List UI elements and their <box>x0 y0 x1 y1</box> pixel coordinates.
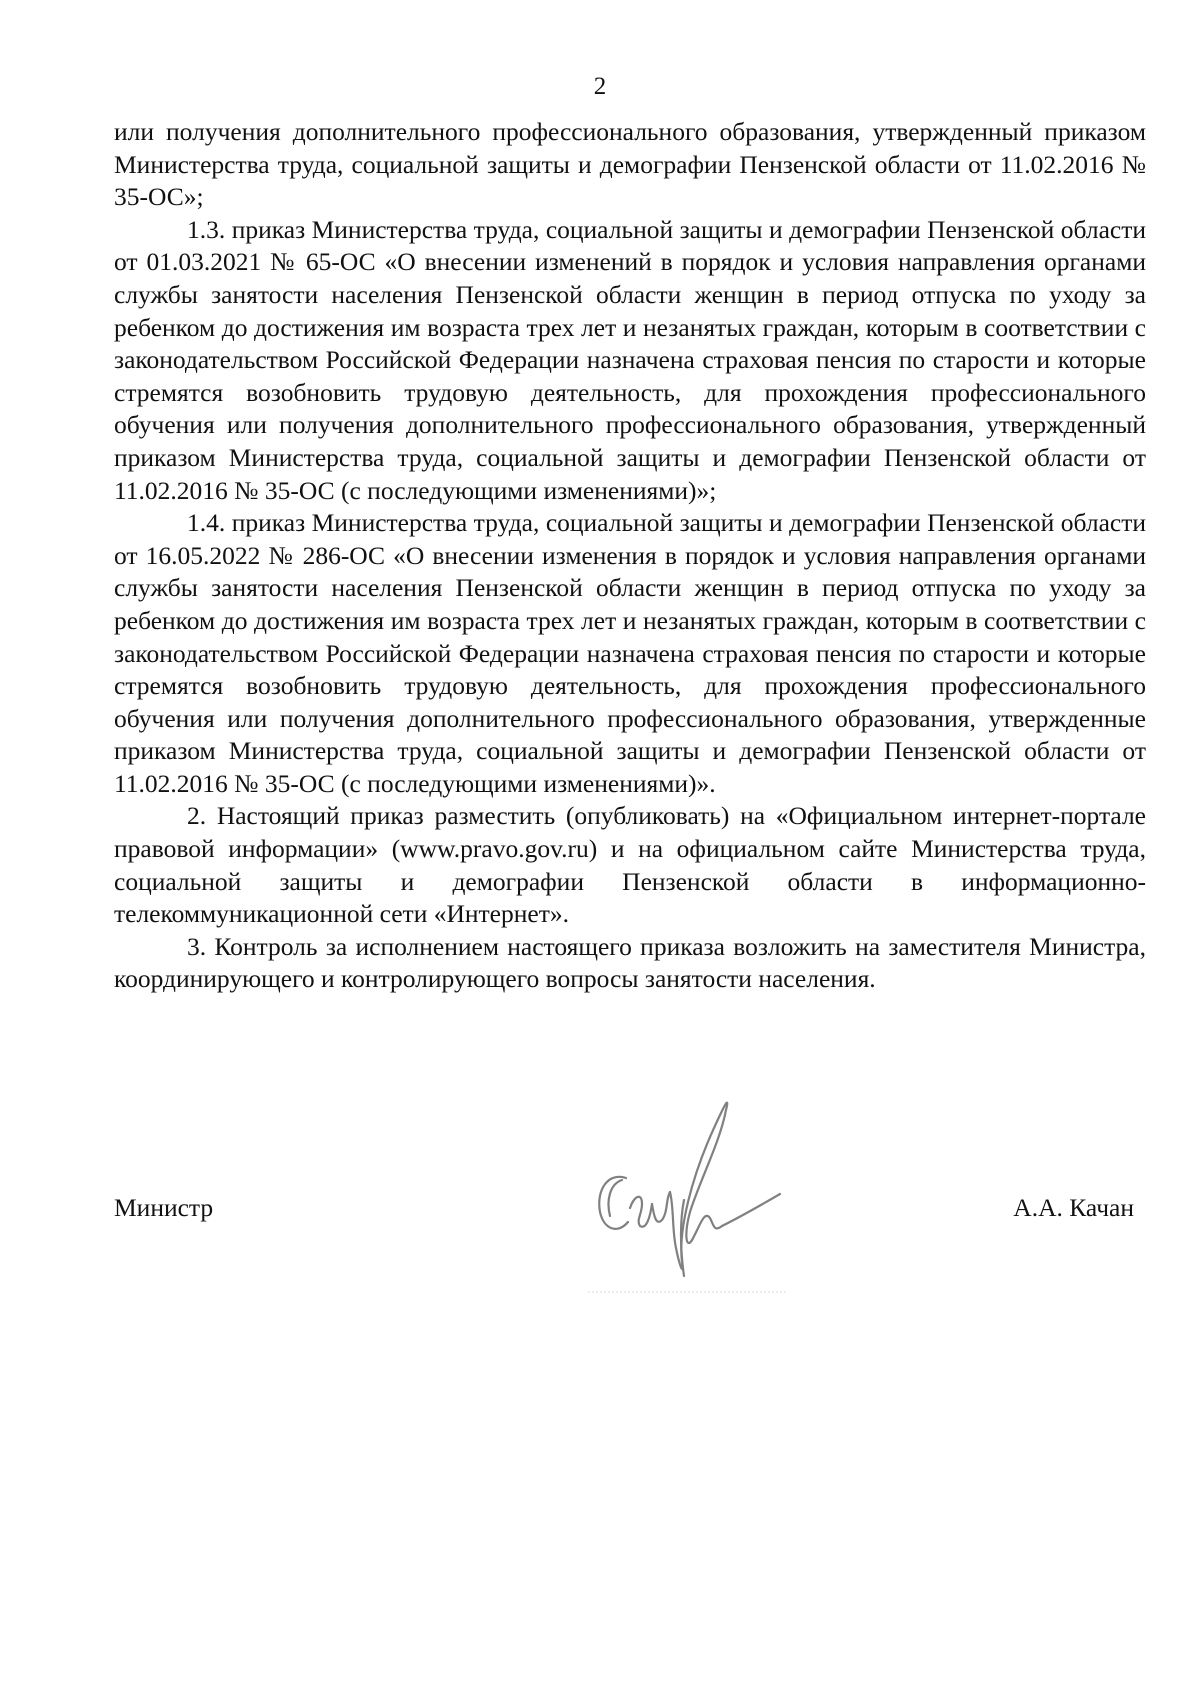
paragraph-continuation: или получения дополнительного профессионального образования, утвержденный приказом Министерства труда, социальной защиты и демографии Пензенской области от 11.02.2016 № 35-ОС»; <box>114 117 1146 212</box>
paragraph-item-2: 2. Настоящий приказ разместить (опубликовать) на «Официальном интернет-портале правовой информации» (www.pravo.gov.ru) и на официальном сайте Министерства труда, социальной защиты и демографии Пензенской области в информационно-телекоммуникационной сети «Интернет». <box>114 801 1146 929</box>
paragraph-item-1-4: 1.4. приказ Министерства труда, социальной защиты и демографии Пензенской области от 16.05.2022 № 286-ОС «О внесении изменения в порядок и условия направления органами службы занятости населения Пензенской области женщин в период отпуска по уходу за ребенком до достижения им возраста трех лет и незанятых граждан, которым в соответствии с законодательством Российской Федерации назначена страховая пенсия по старости и которые стремятся возобновить трудовую деятельность, для прохождения профессионального обучения или получения дополнительного профессионального образования, утвержденные приказом Министерства труда, социальной защиты и демографии Пензенской области от 11.02.2016 № 35-ОС (с последующими изменениями)». <box>114 508 1146 798</box>
handwritten-signature <box>588 1080 808 1300</box>
document-body <box>114 116 1146 996</box>
signatory-name: А.А. Качан <box>1013 1193 1134 1222</box>
paragraph-item-1-3: 1.3. приказ Министерства труда, социальной защиты и демографии Пензенской области от 01.03.2021 № 65-ОС «О внесении изменений в порядок и условия направления органами службы занятости населения Пензенской области женщин в период отпуска по уходу за ребенком до достижения им возраста трех лет и незанятых граждан, которым в соответствии с законодательством Российской Федерации назначена страховая пенсия по старости и которые стремятся возобновить трудовую деятельность, для прохождения профессионального обучения или получения дополнительного профессионального образования, утвержденный приказом Министерства труда, социальной защиты и демографии Пензенской области от 11.02.2016 № 35-ОС (с последующими изменениями)»; <box>114 214 1146 505</box>
signatory-position: Министр <box>114 1193 214 1222</box>
paragraph-item-3: 3. Контроль за исполнением настоящего приказа возложить на заместителя Министра, координирующего и контролирующего вопросы занятости населения. <box>114 931 1146 994</box>
page-number: 2 <box>593 73 607 100</box>
